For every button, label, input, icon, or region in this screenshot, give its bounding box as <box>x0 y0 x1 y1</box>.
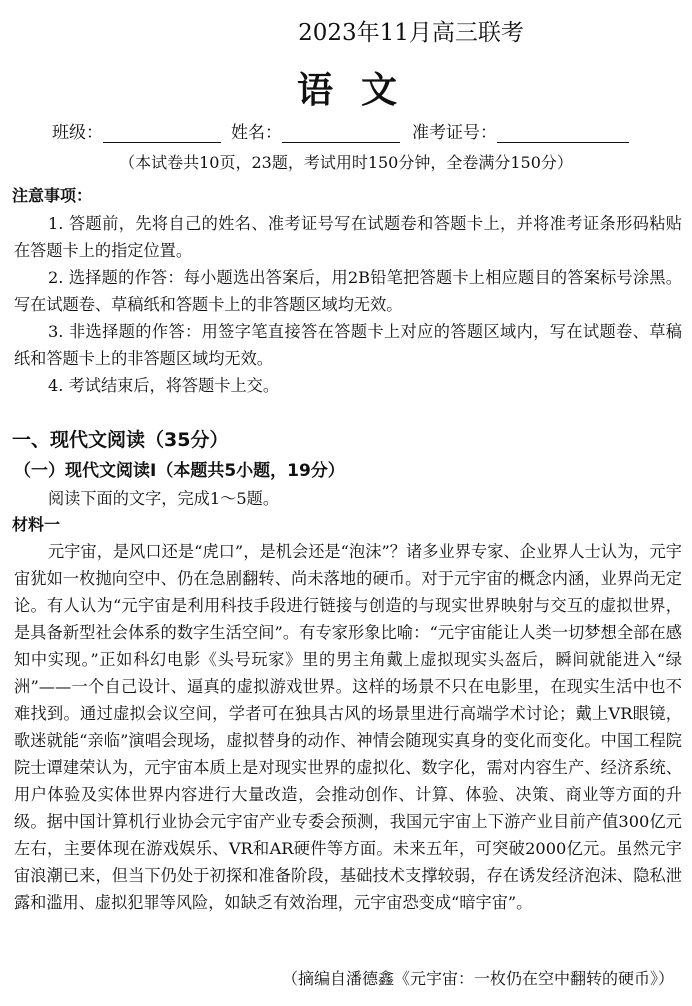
exam-number-label: 准考证号： <box>412 123 497 143</box>
material-label: 材料一 <box>12 515 61 534</box>
subject-title: 语文 <box>296 69 425 111</box>
exam-title: 2023年11月高三联考 <box>298 20 524 46</box>
subsection-title: （一）现代文阅读Ⅰ（本题共5小题，19分） <box>14 461 345 481</box>
exam-info: （本试卷共10页，23题，考试用时150分钟，全卷满分150分） <box>119 153 573 172</box>
name-label: 姓名： <box>231 123 282 143</box>
note-item-3: 3. 非选择题的作答：用签字笔直接答在答题卡上对应的答题区域内，写在试题卷、草稿纸和答题卡上的非答题区域均无效。 <box>14 322 682 368</box>
note-item-2: 2. 选择题的作答：每小题选出答案后，用2B铅笔把答题卡上相应题目的答案标号涂黑。写在试题卷、草稿纸和答题卡上的非答题区域均无效。 <box>14 268 682 314</box>
class-label: 班级： <box>52 123 103 143</box>
note-item-4: 4. 考试结束后，将答题卡上交。 <box>48 376 280 395</box>
exam-number-blank[interactable] <box>497 124 629 143</box>
passage-source: （摘编自潘德鑫《元宇宙：一枚仍在空中翻转的硬币》） <box>281 969 674 988</box>
note-item-1: 1. 答题前，先将自己的姓名、准考证号写在试题卷和答题卡上，并将准考证条形码粘贴在答题卡上的指定位置。 <box>14 214 682 260</box>
student-info-fields <box>52 118 672 143</box>
passage-text: 元宇宙，是风口还是“虎口”，是机会还是“泡沫”？诸多业界专家、企业界人士认为，元宇宙犹如一枚抛向空中、仍在急剧翻转、尚未落地的硬币。对于元宇宙的概念内涵，业界尚无定论。有人认为“元宇宙是利用科技手段进行链接与创造的与现实世界映射与交互的虚拟世界，是具备新型社会体系的数字生活空间”。有专家形象比喻：“元宇宙能让人类一切梦想全部在感知中实现。”正如科幻电影《头号玩家》里的男主角戴上虚拟现实头盔后，瞬间就能进入“绿洲”——一个自己设计、逼真的虚拟游戏世界。这样的场景不只在电影里，在现实生活中也不难找到。通过虚拟会议空间，学者可在独具古风的场景里进行高端学术讨论；戴上VR眼镜，歌迷就能“亲临”演唱会现场，虚拟替身的动作、神情会随现实真身的变化而变化。中国工程院院士谭建荣认为，元宇宙本质上是对现实世界的虚拟化、数字化，需对内容生产、经济系统、用户体验及实体世界内容进行大量改造，会推动创作、计算、体验、决策、商业等方面的升级。据中国计算机行业协会元宇宙产业专委会预测，我国元宇宙上下游产业目前产值300亿元左右，主要体现在游戏娱乐、VR和AR硬件等方面。未来五年，可突破2000亿元。虽然元宇宙浪潮已来，但当下仍处于初探和准备阶段，基础技术支撑较弱，存在诱发经济泡沫、隐私泄露和滥用、虚拟犯罪等风险，如缺乏有效治理，元宇宙恐变成“暗宇宙”。 <box>14 542 682 912</box>
name-blank[interactable] <box>282 124 400 143</box>
class-blank[interactable] <box>103 124 221 143</box>
section-title: 一、现代文阅读（35分） <box>12 429 229 451</box>
reading-instruction: 阅读下面的文字，完成1～5题。 <box>48 489 280 508</box>
notes-heading: 注意事项： <box>12 186 93 205</box>
